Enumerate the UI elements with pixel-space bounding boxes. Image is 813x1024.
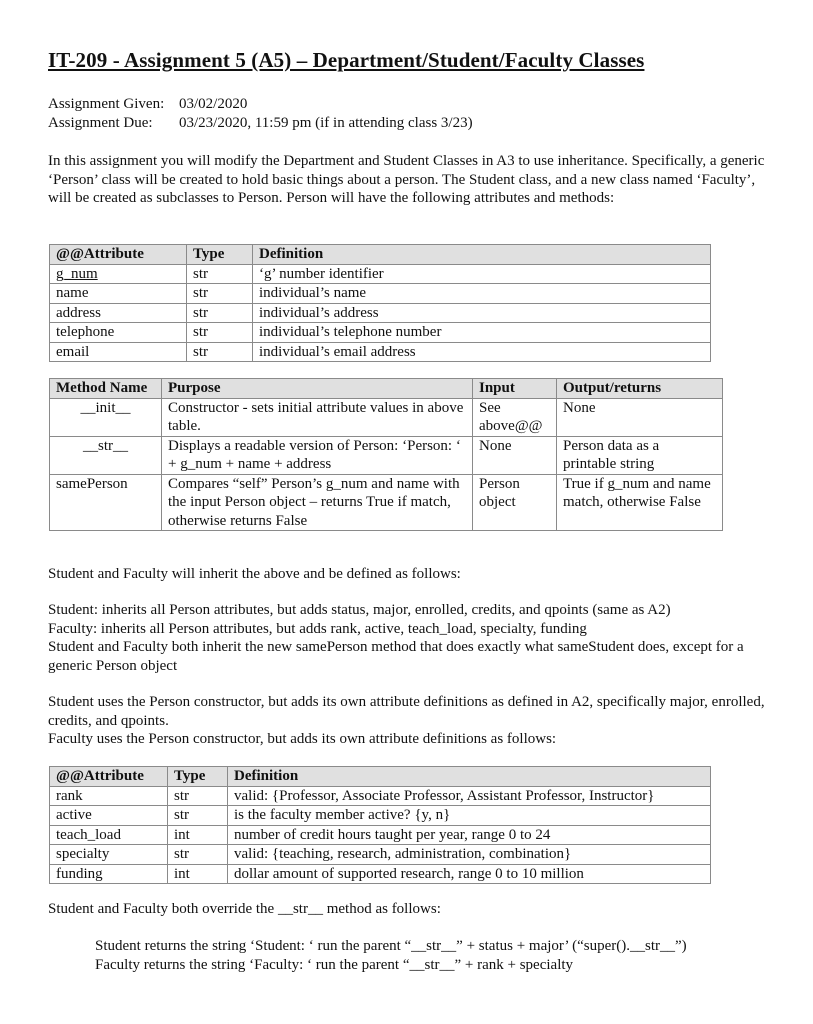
attr-definition: number of credit hours taught per year, range 0 to 24 xyxy=(228,825,711,845)
attr-type: str xyxy=(187,323,253,343)
intro-paragraph: In this assignment you will modify the Department and Student Classes in A3 to use inheritance. Specifically, a generic ‘Person’ class will be created to hold basic things about a person. The Student class, and a new class named ‘Faculty’, will be created as subclasses to Person. Person will have the following attributes and methods: xyxy=(48,153,765,207)
header-attribute: @@Attribute xyxy=(50,245,187,265)
attr-type: int xyxy=(168,864,228,884)
faculty-attribute-table xyxy=(49,766,711,884)
table-row xyxy=(50,825,711,845)
override-line-student: Student returns the string ‘Student: ‘ run the parent “__str__” + status + major’ (“super().__str__”) xyxy=(95,938,687,954)
header-output: Output/returns xyxy=(557,379,723,399)
attr-name: telephone xyxy=(50,323,187,343)
attr-type: str xyxy=(168,806,228,826)
table-row xyxy=(50,786,711,806)
attr-name: funding xyxy=(50,864,168,884)
table-row xyxy=(50,284,711,304)
header-input: Input xyxy=(473,379,557,399)
given-value: 03/02/2020 xyxy=(179,96,248,112)
header-definition: Definition xyxy=(228,767,711,787)
method-input: Person object xyxy=(473,474,557,531)
attr-name: address xyxy=(50,303,187,323)
method-output: None xyxy=(557,398,723,436)
attr-name: rank xyxy=(50,786,168,806)
inherit-line-student: Student: inherits all Person attributes, but adds status, major, enrolled, credits, and qpoints (same as A2) xyxy=(48,602,671,618)
method-name: __init__ xyxy=(50,398,162,436)
attr-definition: individual’s address xyxy=(253,303,711,323)
inherit-block xyxy=(48,601,772,675)
attr-definition: is the faculty member active? {y, n} xyxy=(228,806,711,826)
attr-definition: valid: {teaching, research, administration, combination} xyxy=(228,845,711,865)
method-name: __str__ xyxy=(50,436,162,474)
method-output: Person data as a printable string xyxy=(557,436,723,474)
header-purpose: Purpose xyxy=(162,379,473,399)
attr-type: str xyxy=(168,786,228,806)
header-type: Type xyxy=(168,767,228,787)
person-attribute-table xyxy=(49,244,711,362)
document-title: IT-209 - Assignment 5 (A5) – Department/Student/Faculty Classes xyxy=(48,48,645,72)
assignment-given xyxy=(48,95,247,114)
header-attribute: @@Attribute xyxy=(50,767,168,787)
attr-type: str xyxy=(187,284,253,304)
attr-definition: individual’s email address xyxy=(253,342,711,362)
method-input: See above@@ xyxy=(473,398,557,436)
attr-definition: valid: {Professor, Associate Professor, Assistant Professor, Instructor} xyxy=(228,786,711,806)
attr-name: active xyxy=(50,806,168,826)
inherit-line-faculty: Faculty: inherits all Person attributes, but adds rank, active, teach_load, specialty, funding xyxy=(48,620,587,637)
table-row xyxy=(50,845,711,865)
header-definition: Definition xyxy=(253,245,711,265)
due-value: 03/23/2020, 11:59 pm (if in attending class 3/23) xyxy=(179,115,473,131)
attr-definition: individual’s name xyxy=(253,284,711,304)
attr-name: name xyxy=(50,284,187,304)
attr-definition: individual’s telephone number xyxy=(253,323,711,343)
table-row xyxy=(50,474,723,531)
header-method-name: Method Name xyxy=(50,379,162,399)
constructor-block xyxy=(48,693,772,749)
method-purpose: Compares “self” Person’s g_num and name with the input Person object – returns True if match, otherwise returns False xyxy=(162,474,473,531)
assignment-due xyxy=(48,114,473,133)
method-output: True if g_num and name match, otherwise False xyxy=(557,474,723,531)
attr-name: specialty xyxy=(50,845,168,865)
attr-definition: ‘g’ number identifier xyxy=(253,264,711,284)
method-input: None xyxy=(473,436,557,474)
table-row xyxy=(50,264,711,284)
due-label: Assignment Due: xyxy=(48,115,153,131)
table-row xyxy=(50,436,723,474)
table-row xyxy=(50,323,711,343)
table-row xyxy=(50,398,723,436)
table-header-row xyxy=(50,245,711,265)
constructor-line-faculty: Faculty uses the Person constructor, but adds its own attribute definitions as follows: xyxy=(48,731,557,748)
attr-name: email xyxy=(50,342,187,362)
attr-type: int xyxy=(168,825,228,845)
header-type: Type xyxy=(187,245,253,265)
table-header-row xyxy=(50,767,711,787)
table-row xyxy=(50,864,711,884)
override-line-faculty: Faculty returns the string ‘Faculty: ‘ run the parent “__str__” + rank + specialty xyxy=(95,957,574,973)
method-purpose: Displays a readable version of Person: ‘Person: ‘ + g_num + name + address xyxy=(162,436,473,474)
attr-type: str xyxy=(168,845,228,865)
attr-definition: dollar amount of supported research, range 0 to 10 million xyxy=(228,864,711,884)
table-row xyxy=(50,303,711,323)
attr-type: str xyxy=(187,264,253,284)
method-table xyxy=(49,378,723,531)
table-row xyxy=(50,342,711,362)
attr-name: g_num xyxy=(50,264,187,284)
table-row xyxy=(50,806,711,826)
inherit-line-sameperson: Student and Faculty both inherit the new samePerson method that does exactly what sameStudent does, except for a generic Person object xyxy=(48,639,744,674)
attr-type: str xyxy=(187,342,253,362)
inherit-intro: Student and Faculty will inherit the above and be defined as follows: xyxy=(48,566,461,582)
method-purpose: Constructor - sets initial attribute values in above table. xyxy=(162,398,473,436)
constructor-line-student: Student uses the Person constructor, but adds its own attribute definitions as defined in A2, specifically major, enrolled, credits, and qpoints. xyxy=(48,694,765,729)
given-label: Assignment Given: xyxy=(48,96,165,112)
override-intro: Student and Faculty both override the __str__ method as follows: xyxy=(48,901,441,917)
attr-type: str xyxy=(187,303,253,323)
attr-name: teach_load xyxy=(50,825,168,845)
method-name: samePerson xyxy=(50,474,162,531)
table-header-row xyxy=(50,379,723,399)
